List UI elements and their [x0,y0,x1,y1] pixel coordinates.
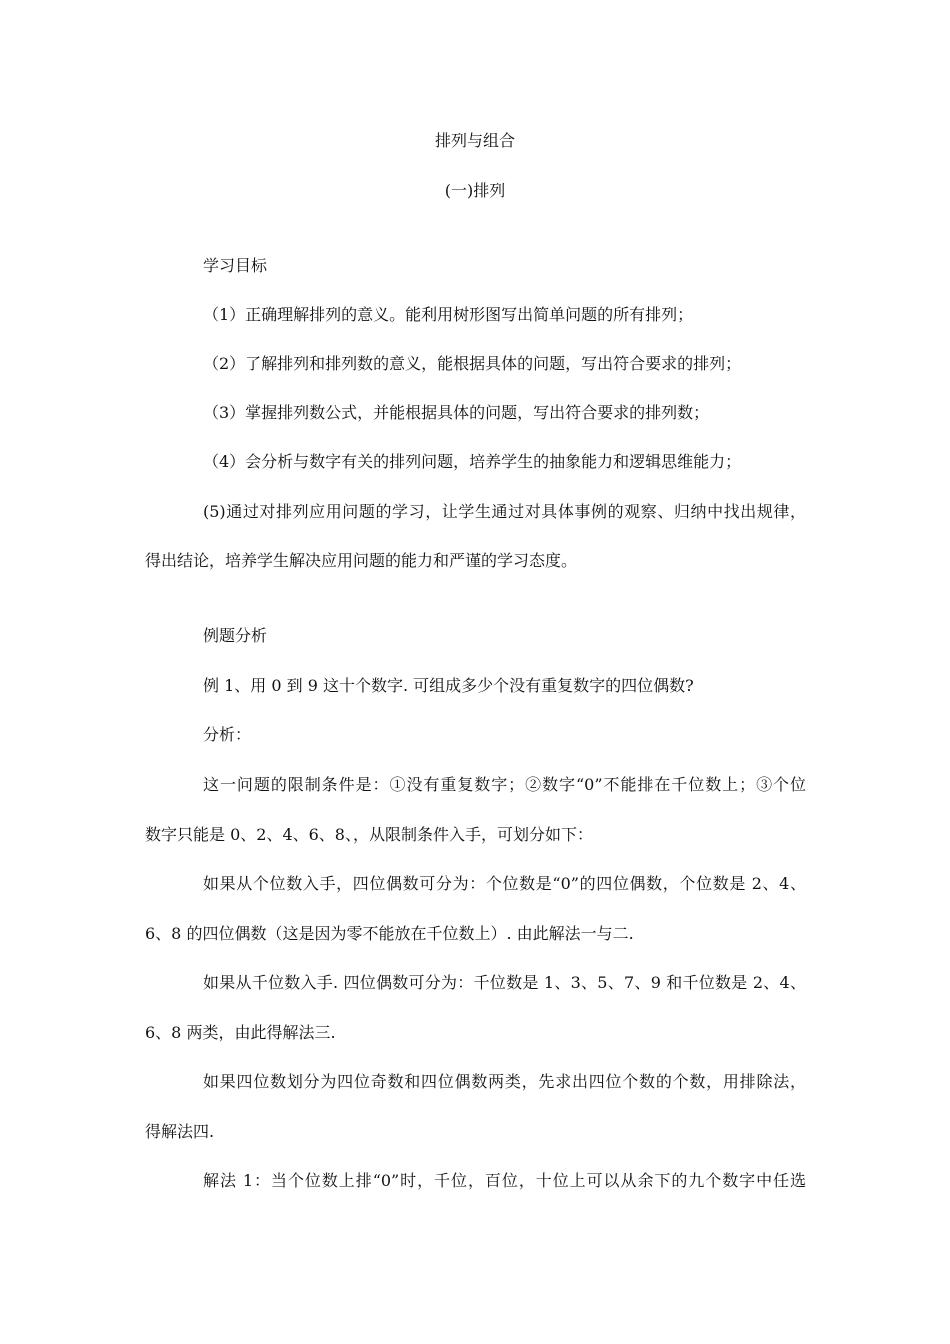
analysis-paragraph-2-line-1: 如果从个位数入手，四位偶数可分为：个位数是“0”的四位偶数，个位数是 2、4、 [203,874,806,893]
analysis-paragraph-2-line-2: 6、8 的四位偶数（这是因为零不能放在千位数上）. 由此解法一与二. [145,924,634,943]
analysis-paragraph-3-line-1: 如果从千位数入手. 四位偶数可分为：千位数是 1、3、5、7、9 和千位数是 2、4、 [203,973,806,992]
objective-item-5-line-1: (5)通过对排列应用问题的学习，让学生通过对具体事例的观察、归纳中找出规律， [203,502,806,521]
analysis-paragraph-1-line-1: 这一问题的限制条件是：①没有重复数字；②数字“0”不能排在千位数上；③个位 [203,775,806,794]
objective-item-1: （1）正确理解排列的意义。能利用树形图写出简单问题的所有排列； [203,305,694,324]
objectives-heading: 学习目标 [203,256,268,275]
objective-item-5-line-2: 得出结论，培养学生解决应用问题的能力和严谨的学习态度。 [145,551,578,570]
analysis-paragraph-1-line-2: 数字只能是 0、2、4、6、8、，从限制条件入手，可划分如下： [145,825,593,844]
section-subtitle: (一)排列 [444,181,506,200]
objective-item-4: （4）会分析与数字有关的排列问题，培养学生的抽象能力和逻辑思维能力； [203,452,742,471]
solution-1-line-1: 解法 1：当个位数上排“0”时，千位，百位，十位上可以从余下的九个数字中任选 [203,1171,806,1190]
document-title: 排列与组合 [434,131,515,150]
objective-item-2: （2）了解排列和排列数的意义，能根据具体的问题，写出符合要求的排列； [203,354,742,373]
analysis-paragraph-4-line-2: 得解法四. [145,1122,215,1141]
examples-heading: 例题分析 [203,626,268,645]
analysis-label: 分析： [203,725,252,744]
example-1-question: 例 1、用 0 到 9 这十个数字. 可组成多少个没有重复数字的四位偶数? [203,676,694,695]
analysis-paragraph-4-line-1: 如果四位数划分为四位奇数和四位偶数两类，先求出四位个数的个数，用排除法， [203,1072,806,1091]
analysis-paragraph-3-line-2: 6、8 两类，由此得解法三. [145,1023,336,1042]
objective-item-3: （3）掌握排列数公式，并能根据具体的问题，写出符合要求的排列数； [203,403,710,422]
